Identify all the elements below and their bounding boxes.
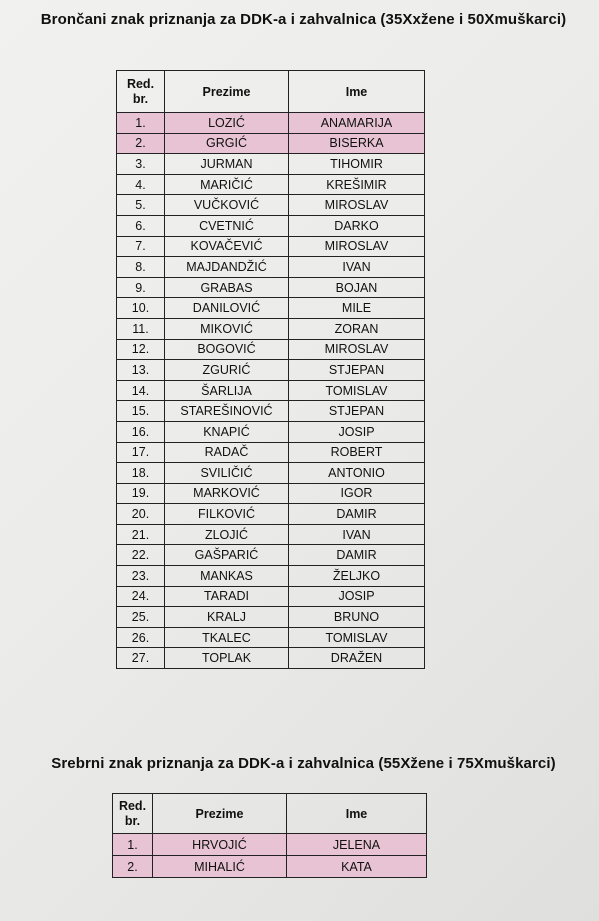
row-surname: ZLOJIĆ [165, 524, 289, 545]
row-name: DAMIR [289, 504, 425, 525]
silver-table-body [113, 834, 427, 878]
table-row [117, 380, 425, 401]
row-name: IVAN [289, 524, 425, 545]
header-number-line1: Red. [126, 76, 155, 91]
row-number: 9. [117, 277, 165, 298]
row-number: 27. [117, 648, 165, 669]
row-number: 20. [117, 504, 165, 525]
row-number: 13. [117, 360, 165, 381]
row-surname: GRGIĆ [165, 133, 289, 154]
table-row [113, 834, 427, 856]
row-name: IGOR [289, 483, 425, 504]
table-row [117, 566, 425, 587]
row-surname: ŠARLIJA [165, 380, 289, 401]
row-number: 21. [117, 524, 165, 545]
table-row [117, 277, 425, 298]
row-surname: RADAČ [165, 442, 289, 463]
row-name: STJEPAN [289, 360, 425, 381]
row-name: IVAN [289, 257, 425, 278]
row-surname: MARIČIĆ [165, 174, 289, 195]
row-name: ROBERT [289, 442, 425, 463]
table-row [117, 463, 425, 484]
row-name: ANTONIO [289, 463, 425, 484]
header-number-line1: Red. [118, 798, 147, 813]
row-surname: FILKOVIĆ [165, 504, 289, 525]
row-number: 22. [117, 545, 165, 566]
table-row [117, 524, 425, 545]
section2-title: Srebrni znak priznanja za DDK-a i zahvalnica (55Xžene i 75Xmuškarci) [51, 755, 556, 772]
row-surname: GRABAS [165, 277, 289, 298]
row-name: BRUNO [289, 607, 425, 628]
row-name: MIROSLAV [289, 339, 425, 360]
header-name: Ime [287, 794, 427, 834]
table-row [117, 360, 425, 381]
table-row [117, 236, 425, 257]
table-row [117, 401, 425, 422]
row-surname: BOGOVIĆ [165, 339, 289, 360]
table-row [117, 113, 425, 134]
row-surname: KNAPIĆ [165, 421, 289, 442]
table-row [117, 298, 425, 319]
table-row [113, 856, 427, 878]
row-surname: MIKOVIĆ [165, 318, 289, 339]
row-surname: KOVAČEVIĆ [165, 236, 289, 257]
row-number: 1. [113, 834, 153, 856]
row-name: BOJAN [289, 277, 425, 298]
row-surname: MARKOVIĆ [165, 483, 289, 504]
row-name: TOMISLAV [289, 627, 425, 648]
row-number: 3. [117, 154, 165, 175]
table-row [117, 627, 425, 648]
row-surname: KRALJ [165, 607, 289, 628]
row-surname: MAJDANDŽIĆ [165, 257, 289, 278]
table-row [117, 421, 425, 442]
table-row [117, 545, 425, 566]
row-name: JOSIP [289, 421, 425, 442]
row-number: 6. [117, 215, 165, 236]
row-surname: JURMAN [165, 154, 289, 175]
row-surname: MIHALIĆ [153, 856, 287, 878]
silver-award-table [112, 793, 427, 878]
table-row [117, 174, 425, 195]
row-number: 19. [117, 483, 165, 504]
row-name: ŽELJKO [289, 566, 425, 587]
row-name: JOSIP [289, 586, 425, 607]
row-name: DRAŽEN [289, 648, 425, 669]
row-number: 1. [117, 113, 165, 134]
row-surname: MANKAS [165, 566, 289, 587]
row-name: DARKO [289, 215, 425, 236]
row-name: ZORAN [289, 318, 425, 339]
row-number: 16. [117, 421, 165, 442]
table-row [117, 504, 425, 525]
row-surname: VUČKOVIĆ [165, 195, 289, 216]
header-number-line2: br. [132, 91, 149, 106]
row-number: 8. [117, 257, 165, 278]
header-surname: Prezime [153, 794, 287, 834]
row-surname: STAREŠINOVIĆ [165, 401, 289, 422]
table-row [117, 133, 425, 154]
row-number: 24. [117, 586, 165, 607]
header-name: Ime [289, 71, 425, 113]
section1-title: Brončani znak priznanja za DDK-a i zahvalnica (35Xxžene i 50Xmuškarci) [40, 11, 567, 28]
row-name: MIROSLAV [289, 195, 425, 216]
table-row [117, 195, 425, 216]
row-number: 15. [117, 401, 165, 422]
bronze-table-body [117, 113, 425, 669]
row-name: STJEPAN [289, 401, 425, 422]
row-number: 23. [117, 566, 165, 587]
row-number: 2. [113, 856, 153, 878]
table-row [117, 257, 425, 278]
table-header-row [113, 794, 427, 834]
table-row [117, 442, 425, 463]
row-number: 18. [117, 463, 165, 484]
row-name: TOMISLAV [289, 380, 425, 401]
row-number: 26. [117, 627, 165, 648]
row-surname: HRVOJIĆ [153, 834, 287, 856]
row-name: DAMIR [289, 545, 425, 566]
table-row [117, 215, 425, 236]
header-number [113, 794, 153, 834]
row-number: 4. [117, 174, 165, 195]
row-name: TIHOMIR [289, 154, 425, 175]
table-row [117, 154, 425, 175]
header-number [117, 71, 165, 113]
header-surname: Prezime [165, 71, 289, 113]
table-row [117, 339, 425, 360]
table-row [117, 483, 425, 504]
row-surname: CVETNIĆ [165, 215, 289, 236]
table-row [117, 318, 425, 339]
row-surname: TARADI [165, 586, 289, 607]
row-surname: GAŠPARIĆ [165, 545, 289, 566]
row-number: 11. [117, 318, 165, 339]
table-row [117, 648, 425, 669]
row-surname: TOPLAK [165, 648, 289, 669]
row-name: KREŠIMIR [289, 174, 425, 195]
row-surname: DANILOVIĆ [165, 298, 289, 319]
row-number: 25. [117, 607, 165, 628]
row-number: 10. [117, 298, 165, 319]
row-name: JELENA [287, 834, 427, 856]
row-surname: ZGURIĆ [165, 360, 289, 381]
row-surname: LOZIĆ [165, 113, 289, 134]
table-header-row [117, 71, 425, 113]
row-name: MIROSLAV [289, 236, 425, 257]
row-number: 2. [117, 133, 165, 154]
header-number-line2: br. [124, 813, 141, 828]
row-surname: TKALEC [165, 627, 289, 648]
bronze-award-table [116, 70, 425, 669]
table-row [117, 586, 425, 607]
row-number: 5. [117, 195, 165, 216]
row-name: KATA [287, 856, 427, 878]
row-number: 14. [117, 380, 165, 401]
row-name: BISERKA [289, 133, 425, 154]
row-name: MILE [289, 298, 425, 319]
row-surname: SVILIČIĆ [165, 463, 289, 484]
table-row [117, 607, 425, 628]
row-number: 12. [117, 339, 165, 360]
row-number: 17. [117, 442, 165, 463]
row-name: ANAMARIJA [289, 113, 425, 134]
row-number: 7. [117, 236, 165, 257]
